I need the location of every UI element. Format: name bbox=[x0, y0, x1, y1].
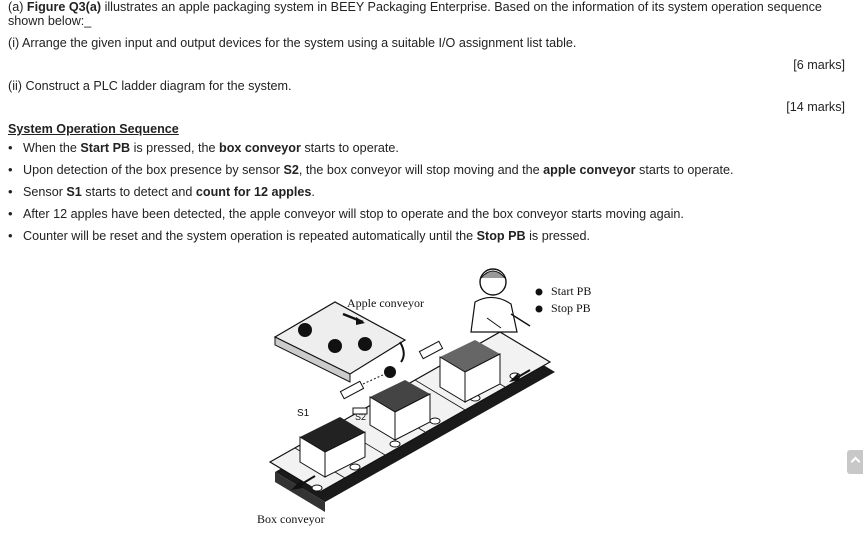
question-prefix: (a) bbox=[8, 0, 27, 14]
sequence-list bbox=[6, 137, 734, 247]
stop-pb-label: Stop PB bbox=[551, 301, 591, 315]
apple-conveyor-label: Apple conveyor bbox=[347, 296, 424, 310]
marks-part-ii: [14 marks] bbox=[786, 100, 845, 114]
question-intro bbox=[8, 0, 822, 28]
question-part-ii: (ii) Construct a PLC ladder diagram for the system. bbox=[8, 79, 292, 93]
sequence-item: • Upon detection of the box presence by sensor S2, the box conveyor will stop moving and the apple conveyor starts to operate. bbox=[23, 159, 734, 181]
start-pb-bullet bbox=[536, 289, 543, 296]
s1-label: S1 bbox=[297, 408, 310, 419]
stop-pb-bullet bbox=[536, 306, 543, 313]
s2-label: S2 bbox=[355, 412, 367, 422]
start-pb-label: Start PB bbox=[551, 284, 592, 298]
box-conveyor-label: Box conveyor bbox=[257, 512, 325, 526]
sequence-item: • After 12 apples have been detected, the apple conveyor will stop to operate and the box conveyor starts moving again. bbox=[23, 203, 734, 225]
question-intro-line2: shown below:_ bbox=[8, 14, 92, 28]
figure-reference: Figure Q3(a) bbox=[26, 0, 102, 14]
apple-conveyor bbox=[275, 302, 405, 382]
operator-figure bbox=[471, 269, 530, 332]
sequence-item: • When the Start PB is pressed, the box conveyor starts to operate. bbox=[23, 137, 734, 159]
sequence-item: • Counter will be reset and the system operation is repeated automatically until the Stop PB is pressed. bbox=[23, 225, 734, 247]
marks-part-i: [6 marks] bbox=[793, 58, 845, 72]
question-intro-text: illustrates an apple packaging system in BEEY Packaging Enterprise. Based on the information of its system operation sequence bbox=[101, 0, 822, 14]
scroll-up-button[interactable] bbox=[847, 450, 863, 474]
sequence-title: System Operation Sequence bbox=[8, 122, 179, 136]
question-intro-line1 bbox=[8, 0, 822, 14]
apple-packaging-figure bbox=[255, 262, 615, 532]
question-part-i: (i) Arrange the given input and output devices for the system using a suitable I/O assignment list table. bbox=[8, 36, 577, 50]
sensor-top bbox=[419, 341, 442, 358]
falling-apple bbox=[384, 366, 396, 378]
sequence-item: • Sensor S1 starts to detect and count for 12 apples. bbox=[23, 181, 734, 203]
